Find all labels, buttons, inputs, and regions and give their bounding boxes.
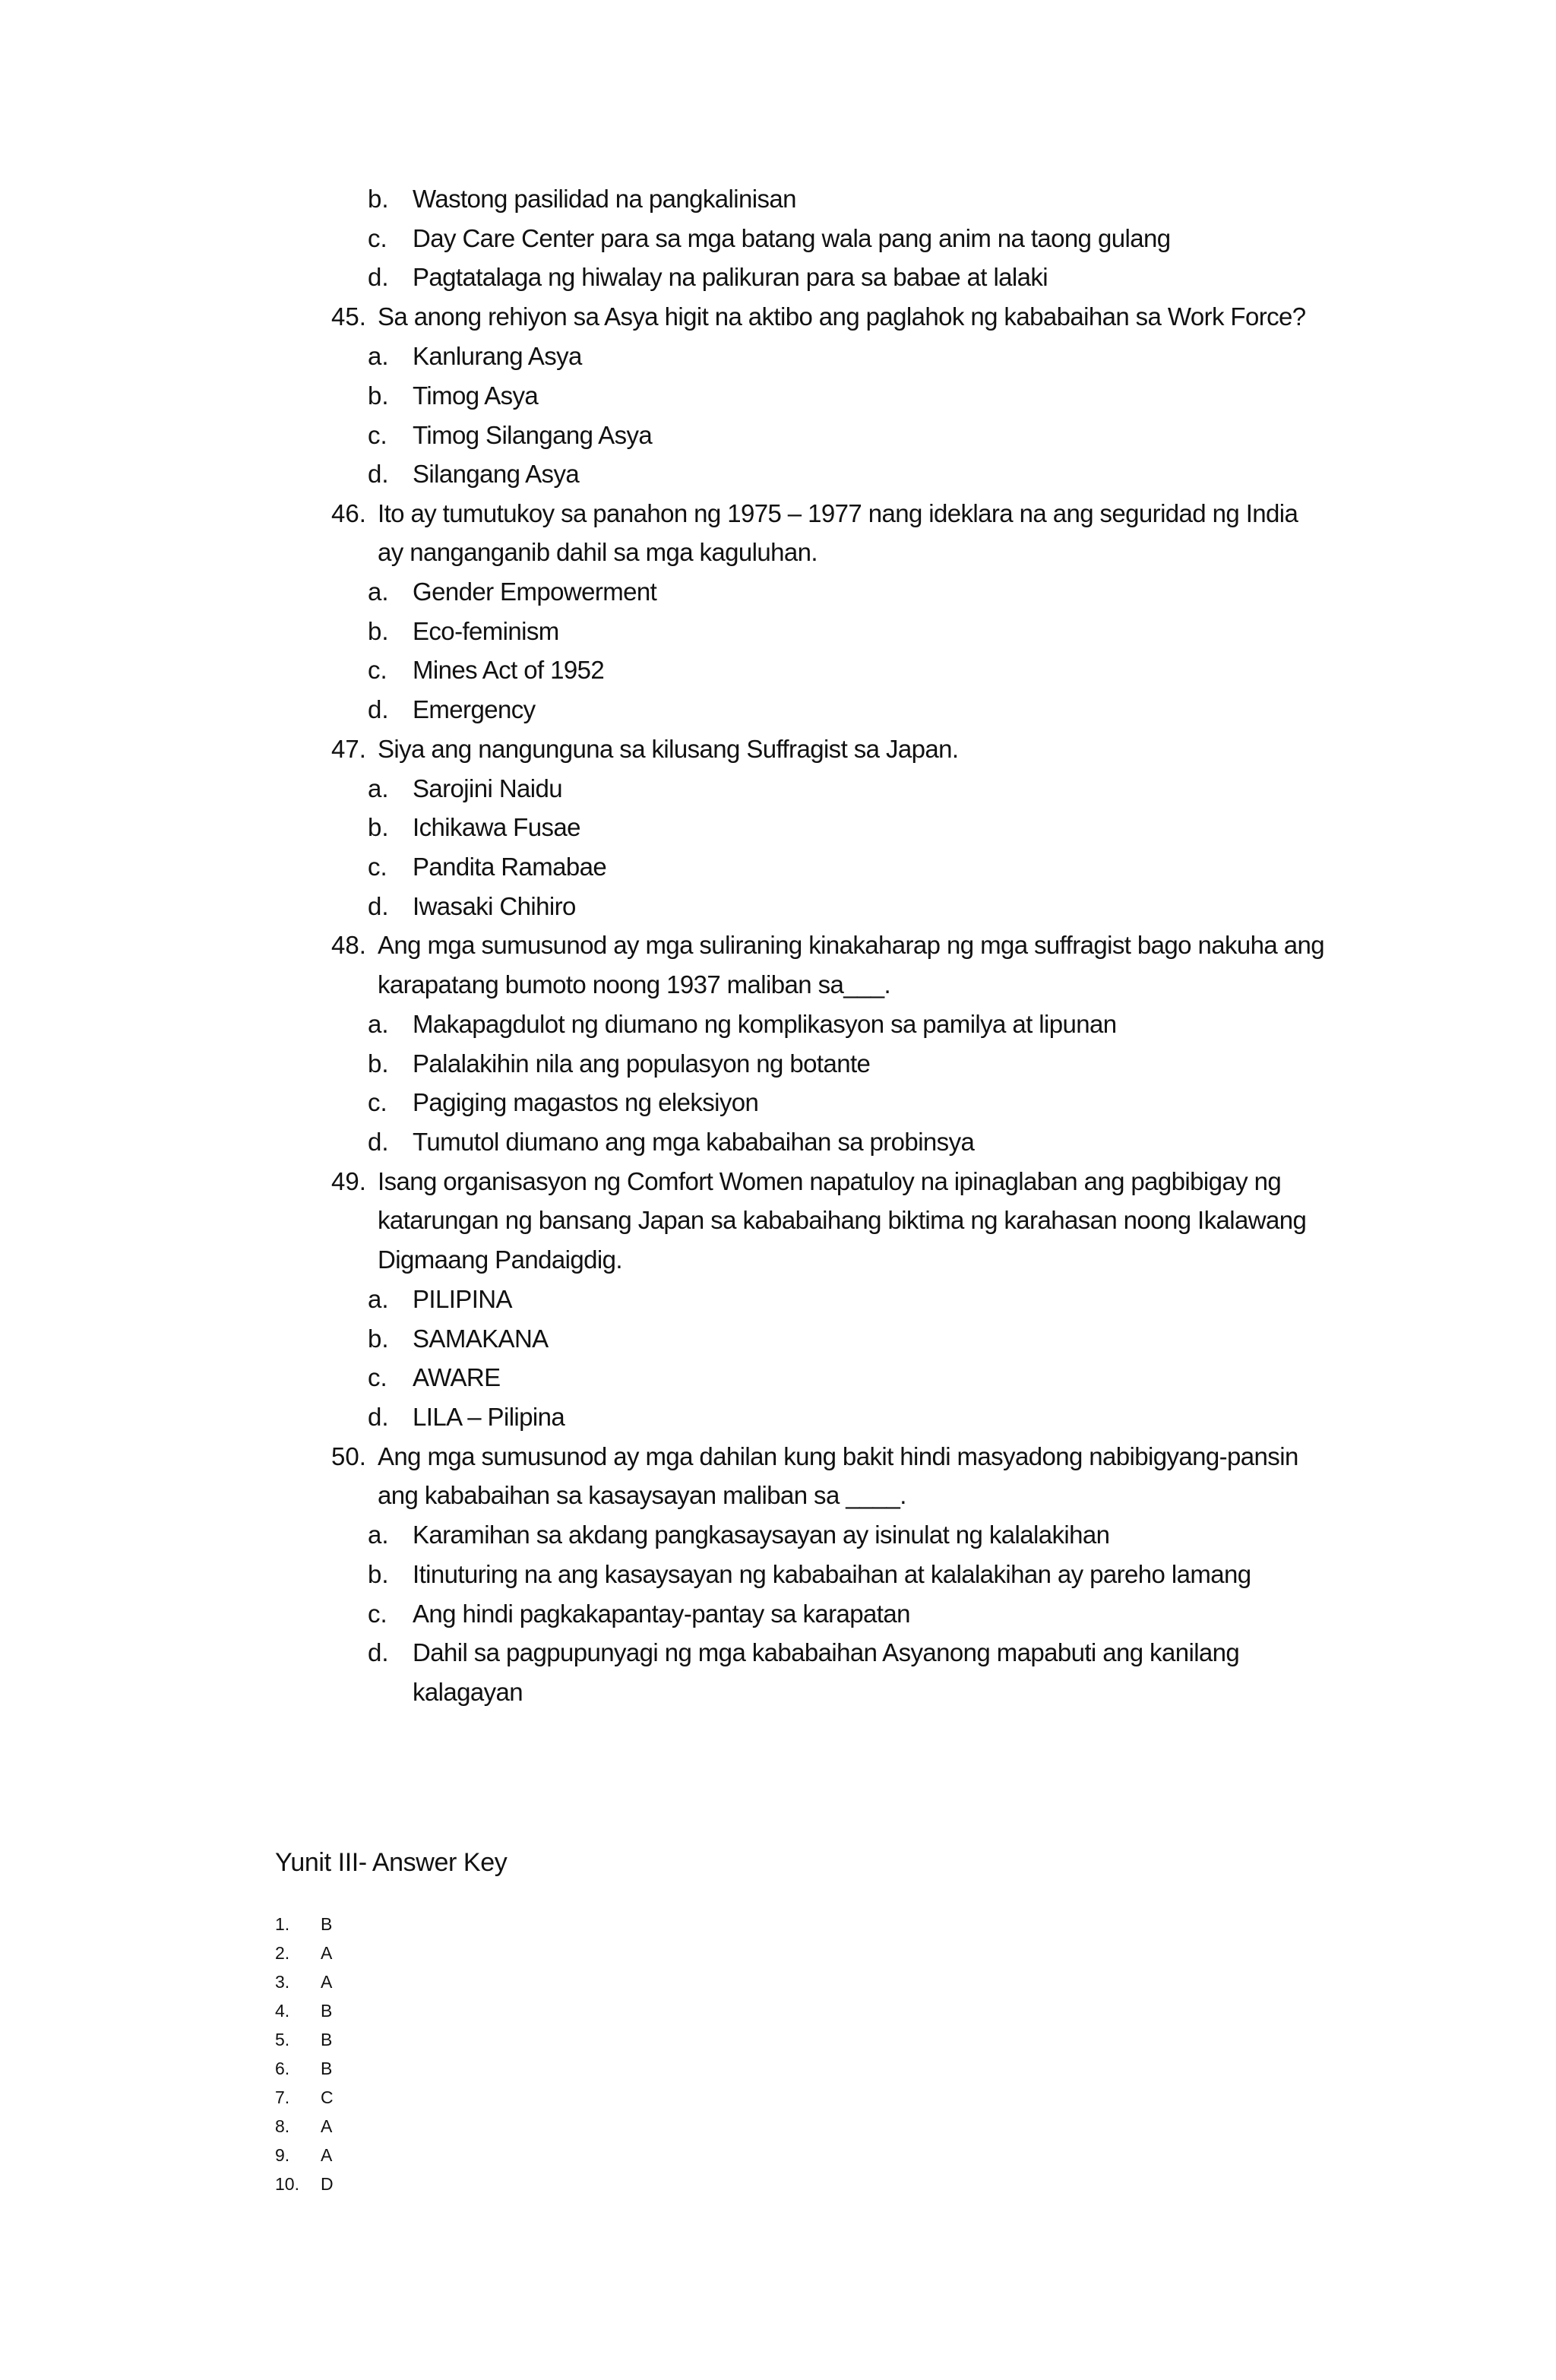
choice-label: b.: [368, 1325, 389, 1353]
choice-label: a.: [368, 342, 389, 370]
choice-label: d.: [368, 263, 389, 291]
answer-key-title: Yunit III- Answer Key: [275, 1848, 508, 1877]
choice-text: Silangang Asya: [413, 460, 580, 488]
choice-text: Makapagdulot ng diumano ng komplikasyon sa pamilya at lipunan: [413, 1010, 1117, 1038]
choice-label: d.: [368, 1403, 389, 1431]
choice-label: b.: [368, 1560, 389, 1588]
question-text: karapatang bumoto noong 1937 maliban sa___.: [378, 970, 891, 999]
answer-key-number: 10.: [275, 2174, 299, 2194]
question-text: Sa anong rehiyon sa Asya higit na aktibo ang paglahok ng kababaihan sa Work Force?: [378, 302, 1306, 331]
answer-key-answer: B: [321, 2030, 333, 2049]
question-number: 46.: [331, 499, 366, 527]
question-text: Ito ay tumutukoy sa panahon ng 1975 – 1977 nang ideklara na ang seguridad ng India: [378, 499, 1298, 527]
choice-text: Pagtatalaga ng hiwalay na palikuran para sa babae at lalaki: [413, 263, 1048, 291]
choice-text: Ang hindi pagkakapantay-pantay sa karapatan: [413, 1600, 910, 1628]
answer-key-answer: D: [321, 2174, 334, 2194]
answer-key-number: 8.: [275, 2116, 290, 2136]
question-number: 45.: [331, 302, 366, 331]
question-number: 47.: [331, 735, 366, 763]
answer-key-number: 7.: [275, 2087, 290, 2107]
question-number: 50.: [331, 1442, 366, 1470]
choice-text: Palalakihin nila ang populasyon ng botante: [413, 1049, 871, 1078]
answer-key-number: 6.: [275, 2059, 290, 2078]
choice-text: Sarojini Naidu: [413, 774, 563, 802]
choice-label: a.: [368, 578, 389, 606]
answer-key-number: 4.: [275, 2001, 290, 2021]
choice-label: d.: [368, 1128, 389, 1156]
choice-text: Dahil sa pagpupunyagi ng mga kababaihan Asyanong mapabuti ang kanilang: [413, 1638, 1240, 1666]
choice-text: Eco-feminism: [413, 617, 559, 645]
answer-key-number: 2.: [275, 1943, 290, 1963]
choice-text: Pagiging magastos ng eleksiyon: [413, 1088, 759, 1116]
choice-label: c.: [368, 421, 387, 449]
choice-label: c.: [368, 1088, 387, 1116]
answer-key-number: 9.: [275, 2145, 290, 2165]
question-text: Ang mga sumusunod ay mga dahilan kung bakit hindi masyadong nabibigyang-pansin: [378, 1442, 1298, 1470]
choice-text-continued: kalagayan: [413, 1678, 523, 1706]
question-number: 49.: [331, 1167, 366, 1195]
choice-label: d.: [368, 460, 389, 488]
question-text: ay nanganganib dahil sa mga kaguluhan.: [378, 538, 818, 566]
answer-key-answer: B: [321, 2001, 333, 2021]
choice-text: Wastong pasilidad na pangkalinisan: [413, 185, 796, 213]
choice-text: Emergency: [413, 695, 536, 723]
answer-key-answer: A: [321, 2116, 333, 2136]
question-text: ang kababaihan sa kasaysayan maliban sa ____.: [378, 1481, 906, 1509]
answer-key-answer: A: [321, 2145, 333, 2165]
choice-text: AWARE: [413, 1363, 501, 1391]
choice-text: Ichikawa Fusae: [413, 813, 580, 841]
answer-key-answer: A: [321, 1972, 333, 1992]
question-text: Ang mga sumusunod ay mga suliraning kinakaharap ng mga suffragist bago nakuha ang: [378, 931, 1324, 959]
choice-text: SAMAKANA: [413, 1325, 549, 1353]
choice-label: b.: [368, 617, 389, 645]
choice-text: Timog Asya: [413, 381, 539, 410]
choice-label: b.: [368, 185, 389, 213]
question-text: Isang organisasyon ng Comfort Women napatuloy na ipinaglaban ang pagbibigay ng: [378, 1167, 1282, 1195]
choice-text: Tumutol diumano ang mga kababaihan sa probinsya: [413, 1128, 975, 1156]
answer-key-answer: B: [321, 2059, 333, 2078]
choice-text: Itinuturing na ang kasaysayan ng kababaihan at kalalakihan ay pareho lamang: [413, 1560, 1251, 1588]
question-text: katarungan ng bansang Japan sa kababaihang biktima ng karahasan noong Ikalawang: [378, 1206, 1307, 1234]
question-text: Siya ang nangunguna sa kilusang Suffragist sa Japan.: [378, 735, 959, 763]
choice-text: Kanlurang Asya: [413, 342, 582, 370]
choice-label: a.: [368, 774, 389, 802]
answer-key-answer: B: [321, 1914, 333, 1934]
choice-text: Pandita Ramabae: [413, 853, 607, 881]
choice-label: d.: [368, 892, 389, 920]
question-text: Digmaang Pandaigdig.: [378, 1245, 622, 1274]
question-number: 48.: [331, 931, 366, 959]
choice-label: b.: [368, 1049, 389, 1078]
choice-label: a.: [368, 1521, 389, 1549]
answer-key-number: 5.: [275, 2030, 290, 2049]
choice-label: b.: [368, 813, 389, 841]
choice-label: c.: [368, 1363, 387, 1391]
choice-text: PILIPINA: [413, 1285, 512, 1313]
choice-label: b.: [368, 381, 389, 410]
choice-text: Iwasaki Chihiro: [413, 892, 576, 920]
choice-text: Mines Act of 1952: [413, 656, 605, 684]
choice-label: c.: [368, 1600, 387, 1628]
choice-label: c.: [368, 853, 387, 881]
choice-label: a.: [368, 1010, 389, 1038]
choice-label: c.: [368, 656, 387, 684]
answer-key-answer: C: [321, 2087, 334, 2107]
choice-text: Timog Silangang Asya: [413, 421, 653, 449]
choice-text: Day Care Center para sa mga batang wala pang anim na taong gulang: [413, 224, 1171, 252]
choice-label: d.: [368, 695, 389, 723]
answer-key-answer: A: [321, 1943, 333, 1963]
choice-label: c.: [368, 224, 387, 252]
choice-label: d.: [368, 1638, 389, 1666]
answer-key-number: 1.: [275, 1914, 290, 1934]
choice-text: Gender Empowerment: [413, 578, 657, 606]
choice-text: LILA – Pilipina: [413, 1403, 565, 1431]
answer-key-number: 3.: [275, 1972, 290, 1992]
choice-label: a.: [368, 1285, 389, 1313]
choice-text: Karamihan sa akdang pangkasaysayan ay isinulat ng kalalakihan: [413, 1521, 1110, 1549]
